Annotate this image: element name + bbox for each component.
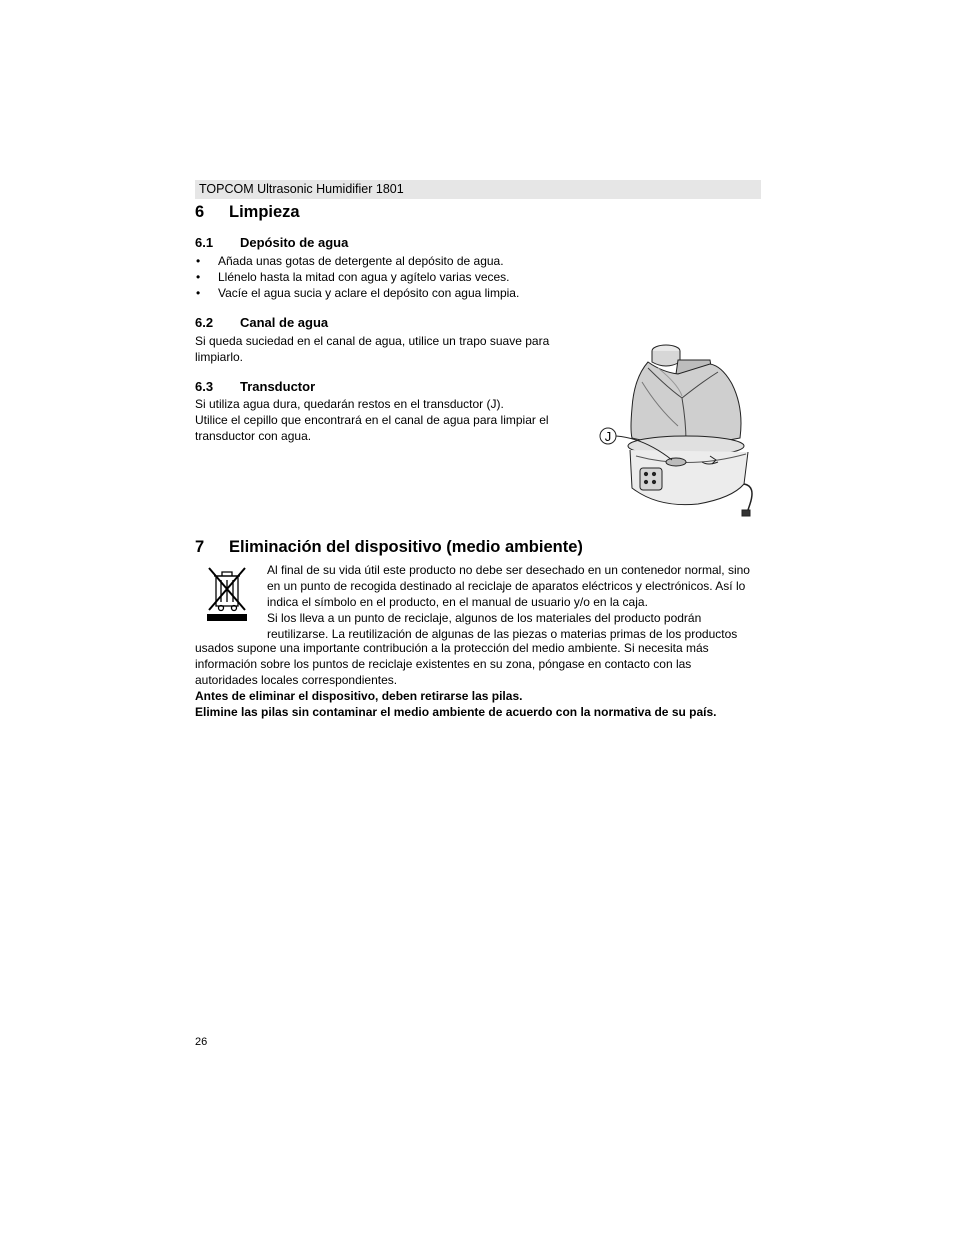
humidifier-illustration [598,338,762,520]
subsection-6-3-number: 6.3 [195,379,214,394]
paragraph-line: información sobre los puntos de reciclaje existentes en su zona, póngase en contacto con las [195,657,692,671]
section-7-title: Eliminación del dispositivo (medio ambiente) [229,538,583,556]
cleaning-steps-list [195,253,519,301]
paragraph-line: limpiarlo. [195,350,244,364]
paragraph-line: Si queda suciedad en el canal de agua, utilice un trapo suave para [195,334,550,348]
header-bar [195,180,761,199]
section-7-body [195,640,717,720]
battery-warning-line: Antes de eliminar el dispositivo, deben retirarse las pilas. [195,689,523,703]
paragraph-line: Al final de su vida útil este producto no debe ser desechado en un contenedor normal, sino [267,563,750,577]
subsection-6-2-title: Canal de agua [240,315,329,330]
paragraph-line: transductor con agua. [195,429,312,443]
subsection-6-1-number: 6.1 [195,235,214,250]
section-7-body-indented [267,562,750,642]
paragraph-line: Si los lleva a un punto de reciclaje, algunos de los materiales del producto podrán [267,611,702,625]
paragraph-line: Si utiliza agua dura, quedarán restos en el transductor (J). [195,397,504,411]
list-item: • Vacíe el agua sucia y aclare el depósito con agua limpia. [196,286,520,300]
section-6-title: Limpieza [229,203,300,221]
list-item: • Añada unas gotas de detergente al depósito de agua. [196,254,504,268]
list-item-text: Añada unas gotas de detergente al depósito de agua. [218,254,504,268]
list-item-text: Llénelo hasta la mitad con agua y agítelo varias veces. [218,270,510,284]
callout-label-j: J [604,429,612,444]
document-title: TOPCOM Ultrasonic Humidifier 1801 [199,182,404,196]
subsection-6-3-title: Transductor [240,379,316,394]
weee-crossed-bin-icon [207,566,247,622]
paragraph-line: usados supone una importante contribución a la protección del medio ambiente. Si necesita más [195,641,709,655]
page-number: 26 [195,1036,208,1048]
paragraph-line: reutilizarse. La reutilización de algunas de las piezas o materias primas de los productos [267,627,738,641]
section-7-number: 7 [195,538,205,556]
paragraph-line: indica el símbolo en el producto, en el manual de usuario y/o en la caja. [267,595,648,609]
paragraph-line: en un punto de recogida destinado al reciclaje de aparatos eléctricos y electrónicos. Así lo [267,579,746,593]
list-item: • Llénelo hasta la mitad con agua y agítelo varias veces. [196,270,510,284]
paragraph-line: autoridades locales correspondientes. [195,673,398,687]
section-6-number: 6 [195,203,205,221]
subsection-6-2-body [195,333,549,365]
paragraph-line: Utilice el cepillo que encontrará en el canal de agua para limpiar el [195,413,549,427]
subsection-6-3-body [195,396,549,444]
battery-warning-line: Elimine las pilas sin contaminar el medio ambiente de acuerdo con la normativa de su país. [195,705,717,719]
subsection-6-2-number: 6.2 [195,315,214,330]
subsection-6-1-title: Depósito de agua [240,235,349,250]
list-item-text: Vacíe el agua sucia y aclare el depósito con agua limpia. [218,286,520,300]
